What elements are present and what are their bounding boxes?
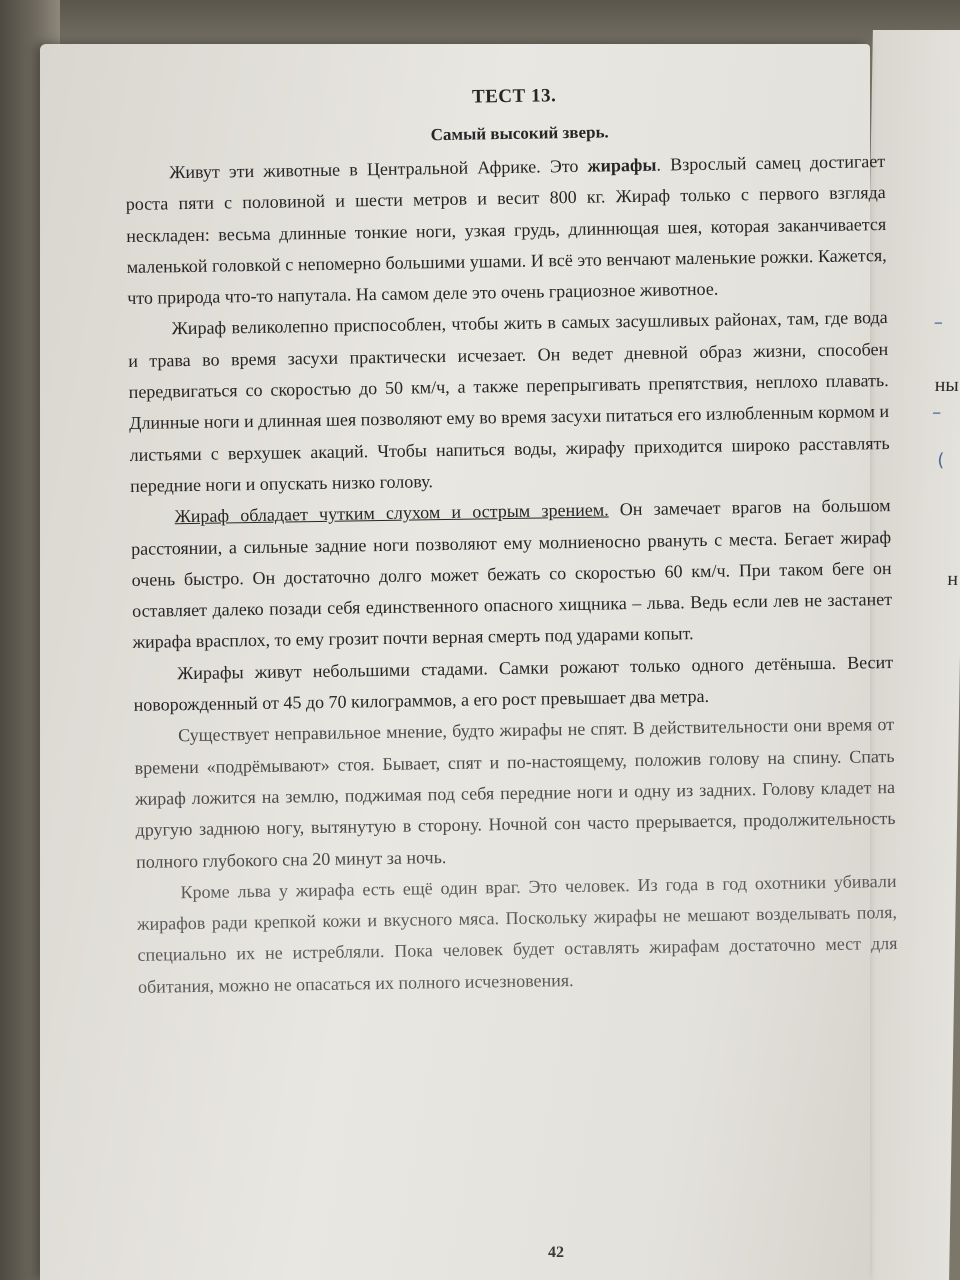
underlined-sentence: Жираф обладает чутким слухом и острым зрением.: [174, 499, 609, 527]
text-subtitle: Самый высокий зверь.: [430, 122, 609, 145]
paragraph-2: Жираф великолепно приспособлен, чтобы жить в самых засушливых районах, там, где вода и трава во время засухи практически исчезает. Он ведет дневной образ жизни, способен передвигаться со скоростью до 50 км/ч, а также перепрыгивать препятствия, неплохо плавать. Длинные ноги и длинная шея позволяют ему во время засухи питаться его излюбленным кормом и листьями с верхушек акаций. Чтобы напиться воды, жирафу приходится широко расставлять передние ноги и опускать низко голову.: [128, 307, 890, 496]
test-title: ТЕСТ 13.: [471, 85, 557, 108]
paragraph-6: Кроме льва у жирафа есть ещё один враг. Это человек. Из года в год охотники убивали жирафов ради крепкой кожи и вкусного мяса. Поскольку жирафы не мешают возделывать поля, специально их не истребляли. Пока человек будет оставлять жирафам достаточно мест для обитания, можно не опасаться их полного исчезновения.: [136, 870, 898, 997]
page-content: [124, 80, 898, 1003]
pen-mark: (: [937, 450, 945, 471]
paragraph-1-start: Живут эти животные в Центральной Африке. Это: [169, 155, 588, 183]
paragraph-1-bold: жирафы: [587, 154, 657, 176]
paragraph-1-rest: . Взрослый самец достигает роста пяти с половиной и шести метров и весит 800 кг. Жираф только с первого взгляда нескладен: весьма длинные тонкие ноги, узкая грудь, длиннющая шея, которая заканчивается маленькой головкой с непомерно большими ушами. И всё это венчают маленькие рожки. Кажется, что природа что-то напутала. На самом деле это очень грациозное животное.: [125, 151, 887, 309]
pen-mark: –: [933, 312, 943, 333]
paragraph-4: Жирафы живут небольшими стадами. Самки рожают только одного детёныша. Весит новорожденный от 45 до 70 килограммов, а его рост превышает два метра.: [133, 651, 894, 715]
paragraph-5: Существует неправильное мнение, будто жирафы не спят. В действительности они время от времени «подрёмывают» стоя. Бывает, спят и по-настоящему, положив голову на спину. Спать жираф ложится на землю, поджимая под себя передние ноги и одну из задних. Голову кладет на другую заднюю ногу, вытянутую в сторону. Ночной сон часто прерывается, продолжительность полного глубокого сна 20 минут за ночь.: [134, 714, 896, 872]
pen-mark: –: [932, 402, 942, 423]
page-number: 42: [548, 1244, 564, 1261]
paragraph-3: [130, 490, 892, 658]
adjacent-page-fragment-2: н: [947, 568, 959, 590]
paragraph-3-rest: Он замечает врагов на большом расстоянии, а сильные задние ноги позволяют ему молниеносно рвануть с места. Бегает жираф очень быстро. Он достаточно долго может бежать со скоростью 60 км/ч. При таком беге он оставляет далеко позади себя единственного опасного хищника – льва. Ведь если лев не застанет жирафа врасплох, то ему грозит почти верная смерть под ударами копыт.: [131, 495, 893, 653]
adjacent-page-fragment-1: ны: [934, 374, 960, 396]
paragraph-1: [125, 146, 887, 314]
